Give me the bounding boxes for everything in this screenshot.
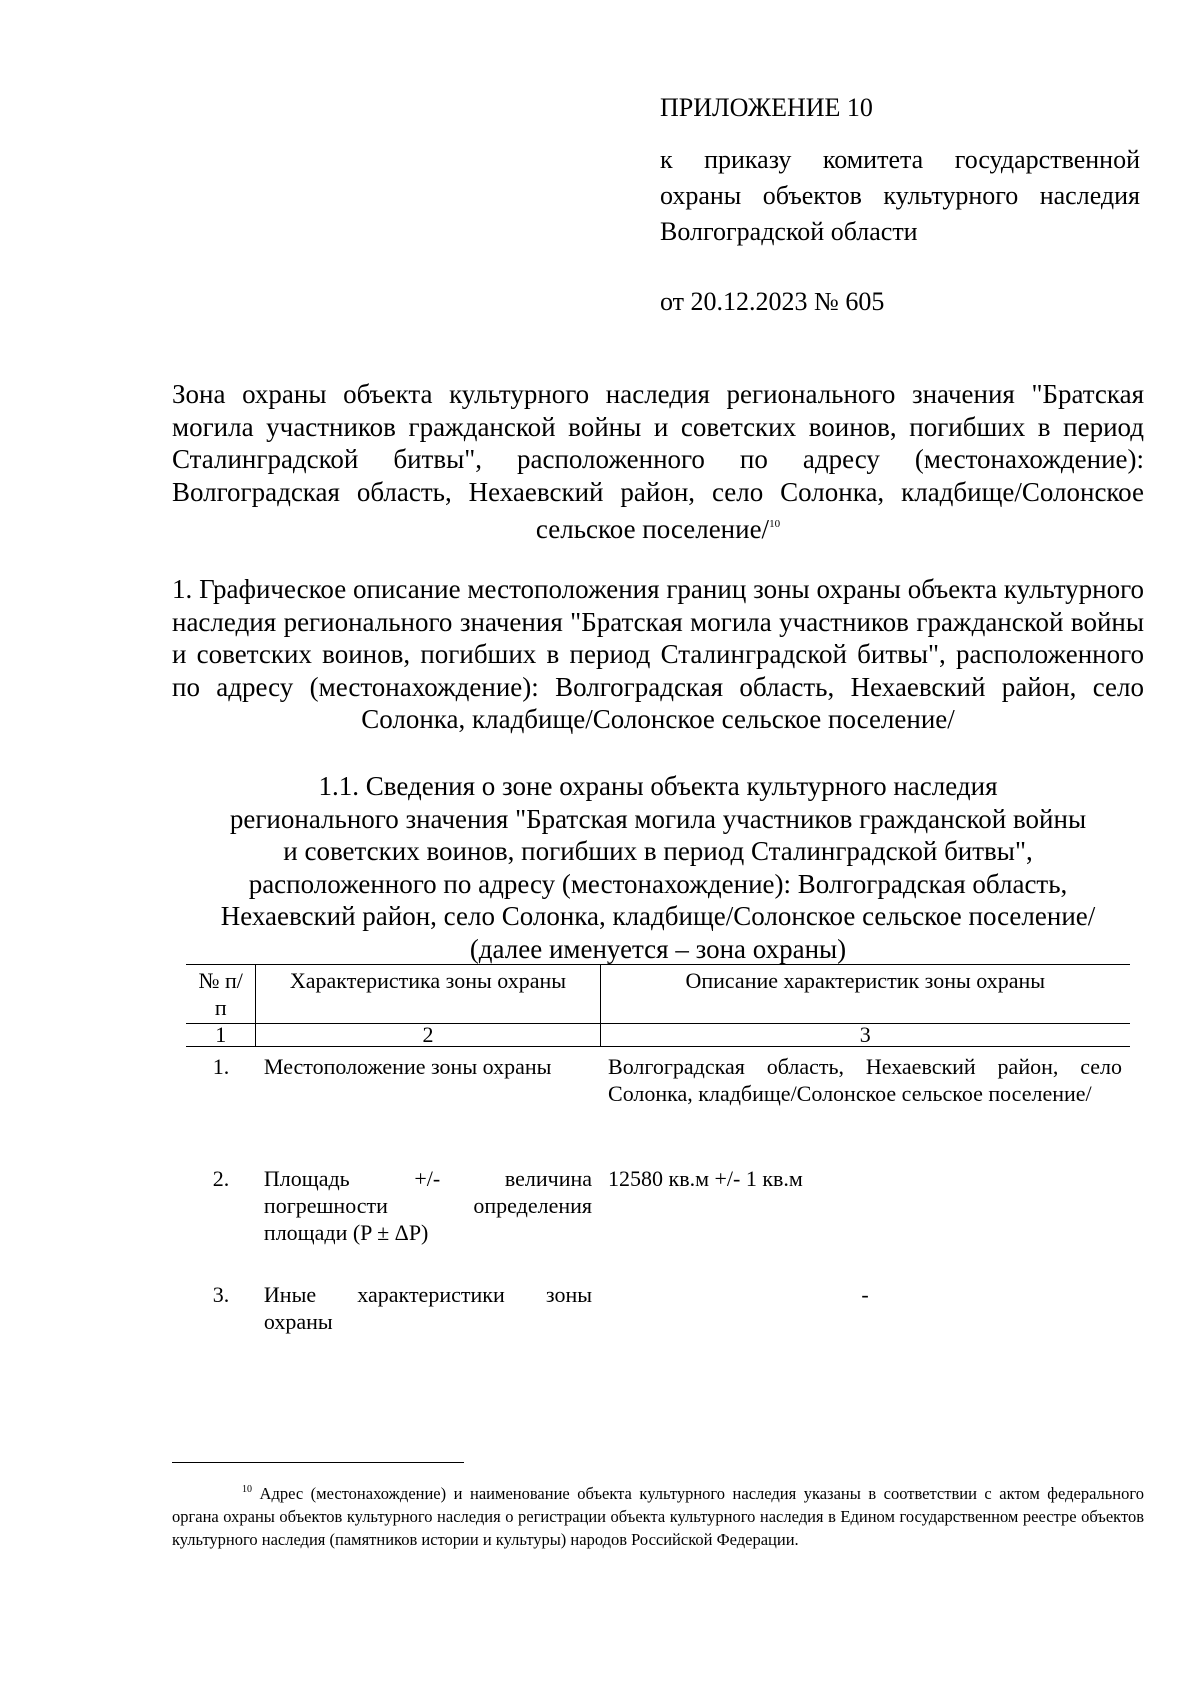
header-characteristic: Характеристика зоны охраны (256, 965, 600, 1024)
header-number: № п/п (186, 965, 256, 1024)
appendix-subtitle: к приказу комитета государственной охраны объектов культурного наследия Волгоградской области (660, 145, 1140, 246)
section-1-1-line: расположенного по адресу (местонахождение): Волгоградская область, (248, 868, 1068, 899)
row-number: 1. (212, 1054, 230, 1079)
section-1-1-line: 1.1. Сведения о зоне охраны объекта культурного наследия (318, 771, 998, 801)
footnote-text: Адрес (местонахождение) и наименование объекта культурного наследия указаны в соответствии с актом федерального органа охраны объектов культурного наследия о регистрации объекта культурного наследия в Едином государственном реестре объектов культурного наследия (памятников истории и культуры) народов Российской Федерации. (172, 1484, 1144, 1549)
table-row (186, 1047, 1130, 1166)
footnote-ref[interactable]: 10 (769, 518, 781, 530)
appendix-date: от 20.12.2023 № 605 (660, 287, 885, 316)
table-row (186, 1279, 1130, 1337)
row-characteristic: Местоположение зоны охраны (263, 1054, 552, 1079)
zone-heading (172, 378, 1144, 546)
row-number: 3. (212, 1282, 230, 1307)
section-1-1-line: (далее именуется – зона охраны) (469, 933, 847, 964)
appendix-block (660, 92, 1140, 318)
column-number: 2 (256, 1024, 600, 1047)
row-description: 12580 кв.м +/- 1 кв.м (608, 1166, 803, 1191)
footnote (172, 1478, 1144, 1551)
row-description: Волгоградская область, Нехаевский район, село Солонка, кладбище/Солонское сельское поселение/ (608, 1054, 1122, 1106)
zone-characteristics-table (186, 964, 1130, 1337)
section-1-1-line: регионального значения "Братская могила участников гражданской войны (229, 803, 1087, 834)
header-description: Описание характеристик зоны охраны (600, 965, 1130, 1024)
row-characteristic: Площадь +/- величина погрешности определения площади (P ± ΔP) (263, 1166, 593, 1245)
row-number: 2. (212, 1166, 230, 1191)
section-1-1-line: и советских воинов, погибших в период Сталинградской битвы", (283, 836, 1033, 866)
table-row (186, 1165, 1130, 1279)
appendix-title: ПРИЛОЖЕНИЕ 10 (660, 93, 873, 122)
column-number: 1 (186, 1024, 256, 1047)
row-description: - (861, 1282, 869, 1307)
section-1-heading: 1. Графическое описание местоположения границ зоны охраны объекта культурного наследия регионального значения "Братская могила участников гражданской войны и советских воинов, погибших в период Сталинградской битвы", расположенного по адресу (местонахождение): Волгоградская область, Нехаевский район, село Солонка, кладбище/Солонское сельское поселение/ (172, 574, 1144, 734)
row-characteristic: Иные характеристики зоны охраны (263, 1282, 593, 1334)
zone-heading-text: Зона охраны объекта культурного наследия регионального значения "Братская могила участников гражданской войны и советских воинов, погибших в период Сталинградской битвы", расположенного по адресу (местонахождение): Волгоградская область, Нехаевский район, село Солонка, кладбище/Солонское сельское поселение/ (172, 379, 1144, 544)
footnote-separator (172, 1462, 464, 1463)
section-1-1-heading (172, 770, 1144, 965)
footnote-number: 10 (242, 1484, 252, 1495)
section-1-1-line: Нехаевский район, село Солонка, кладбище/Солонское сельское поселение/ (220, 901, 1096, 931)
column-number: 3 (600, 1024, 1130, 1047)
table-column-numbers-row (186, 1024, 1130, 1047)
table-header-row (186, 965, 1130, 1024)
